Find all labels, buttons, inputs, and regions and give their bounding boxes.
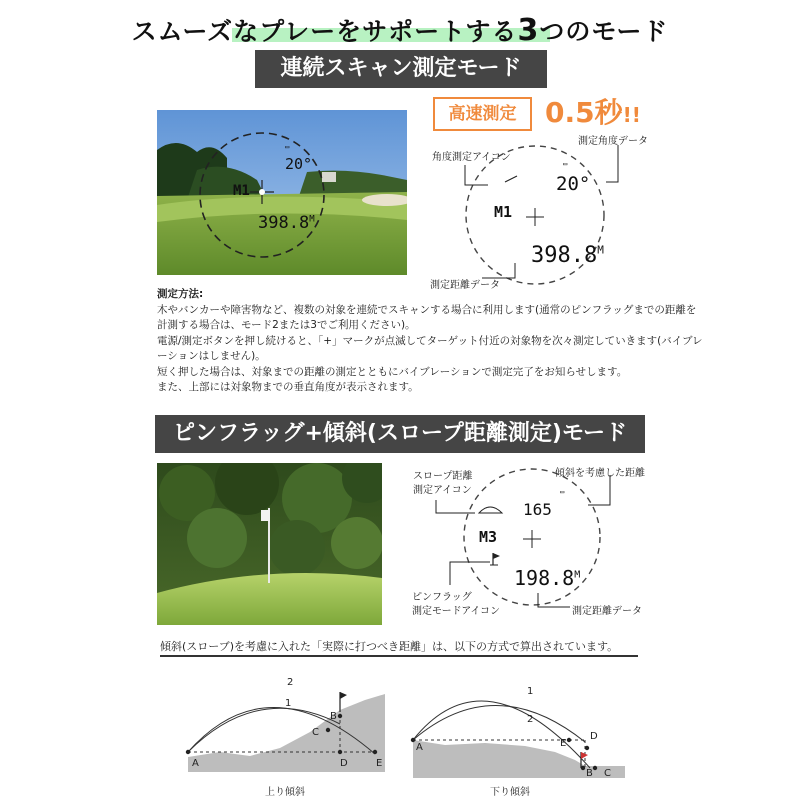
description-line: 計測する場合は、モード2または3でご利用ください)。	[157, 319, 416, 331]
scope-view-photo	[157, 110, 407, 275]
lcd-distance-value: 398.8	[531, 243, 598, 268]
lcd2-distance-readout	[514, 566, 580, 590]
description-line: 電源/測定ボタンを押し続けると、「+」マークが点滅してターゲット付近の対象物を次々測定していきます(バイブレ	[157, 334, 703, 347]
downhill-point-d: D	[590, 731, 598, 742]
description-line: 木やバンカーや障害物など、複数の対象を連続でスキャンする場合に利用します(通常のピンフラッグまでの距離を	[157, 303, 697, 316]
downhill-arc-2: 2	[527, 714, 534, 725]
label-distance-data-1: 測定距離データ	[430, 280, 500, 291]
lcd-mode-readout: M1	[494, 203, 513, 221]
uphill-point-b: B	[330, 711, 337, 722]
photo-battery-icon: ▭	[285, 143, 290, 151]
label-pin-icon-line1: ピンフラッグ	[412, 592, 472, 603]
photo-mode-readout: M1	[233, 183, 250, 199]
description-heading: 測定方法:	[157, 288, 204, 300]
uphill-point-a: A	[192, 758, 199, 769]
label-angle-data: 測定角度データ	[578, 136, 648, 147]
speed-badge: 高速測定	[433, 97, 532, 131]
main-title-before: スムーズなプレーをサポートする	[131, 17, 518, 46]
lcd2-distance-value: 198.8	[514, 566, 575, 590]
downhill-point-b: B	[586, 768, 593, 779]
downhill-arc-1: 1	[527, 686, 534, 697]
lcd2-battery-icon: ▭	[560, 488, 565, 496]
label-pin-icon-line2: 測定モードアイコン	[412, 606, 500, 617]
caption-underline	[160, 655, 638, 657]
lcd-distance-readout	[531, 243, 604, 268]
lcd-battery-icon: ▭	[563, 160, 568, 168]
photo-angle-readout: 20°	[285, 155, 313, 173]
description-line: 短く押した場合は、対象までの距離の測定とともにバイブレーションで測定完了をお知らせします。	[157, 365, 628, 378]
lcd2-mode-readout: M3	[479, 528, 498, 546]
photo-distance-value: 398.8	[258, 213, 310, 233]
label-angle-icon: 角度測定アイコン	[432, 152, 511, 163]
section1-header: 連続スキャン測定モード	[255, 50, 547, 88]
main-title	[0, 12, 800, 48]
downhill-diagram	[405, 680, 630, 780]
uphill-point-e: E	[376, 758, 383, 769]
downhill-point-a: A	[416, 742, 423, 753]
uphill-arc-2: 2	[287, 677, 294, 688]
downhill-title: 下り傾斜	[490, 787, 530, 798]
description-line: ーションはしません)。	[157, 350, 266, 362]
speed-time-suffix: !!	[622, 103, 641, 127]
scope-view-image	[157, 110, 407, 275]
lcd-distance-unit: M	[597, 243, 604, 257]
section2-header: ピンフラッグ+傾斜(スロープ距離測定)モード	[155, 415, 645, 453]
main-title-number: 3	[517, 13, 540, 48]
label-distance-data-2: 測定距離データ	[572, 606, 642, 617]
speed-time	[545, 91, 641, 131]
description-line: また、上部には対象物までの垂直角度が表示されます。	[157, 381, 419, 393]
photo-distance-unit: M	[309, 214, 315, 225]
downhill-point-c: C	[604, 768, 611, 779]
uphill-title: 上り傾斜	[265, 787, 305, 798]
pin-flag-photo	[157, 463, 382, 625]
label-slope-distance: 傾斜を考慮した距離	[555, 468, 645, 479]
measurement-method-description	[157, 287, 703, 396]
main-title-after: つのモード	[539, 17, 669, 46]
label-slope-icon-line2: 測定アイコン	[413, 485, 472, 496]
uphill-arc-1: 1	[285, 698, 292, 709]
label-slope-icon-line1: スロープ距離	[413, 471, 473, 482]
lcd2-distance-unit: M	[574, 569, 581, 581]
pin-flag-image	[157, 463, 382, 625]
uphill-point-d: D	[340, 758, 348, 769]
speed-time-value: 0.5秒	[545, 96, 623, 129]
uphill-point-c: C	[312, 727, 319, 738]
downhill-point-e: E	[560, 738, 567, 749]
slope-caption: 傾斜(スローブ)を考慮に入れた「実際に打つべき距離」は、以下の方式で算出されています。	[160, 640, 619, 653]
lcd-angle-readout: 20°	[556, 173, 591, 195]
photo-distance-readout	[258, 213, 315, 233]
lcd2-slope-readout: 165	[523, 500, 552, 519]
